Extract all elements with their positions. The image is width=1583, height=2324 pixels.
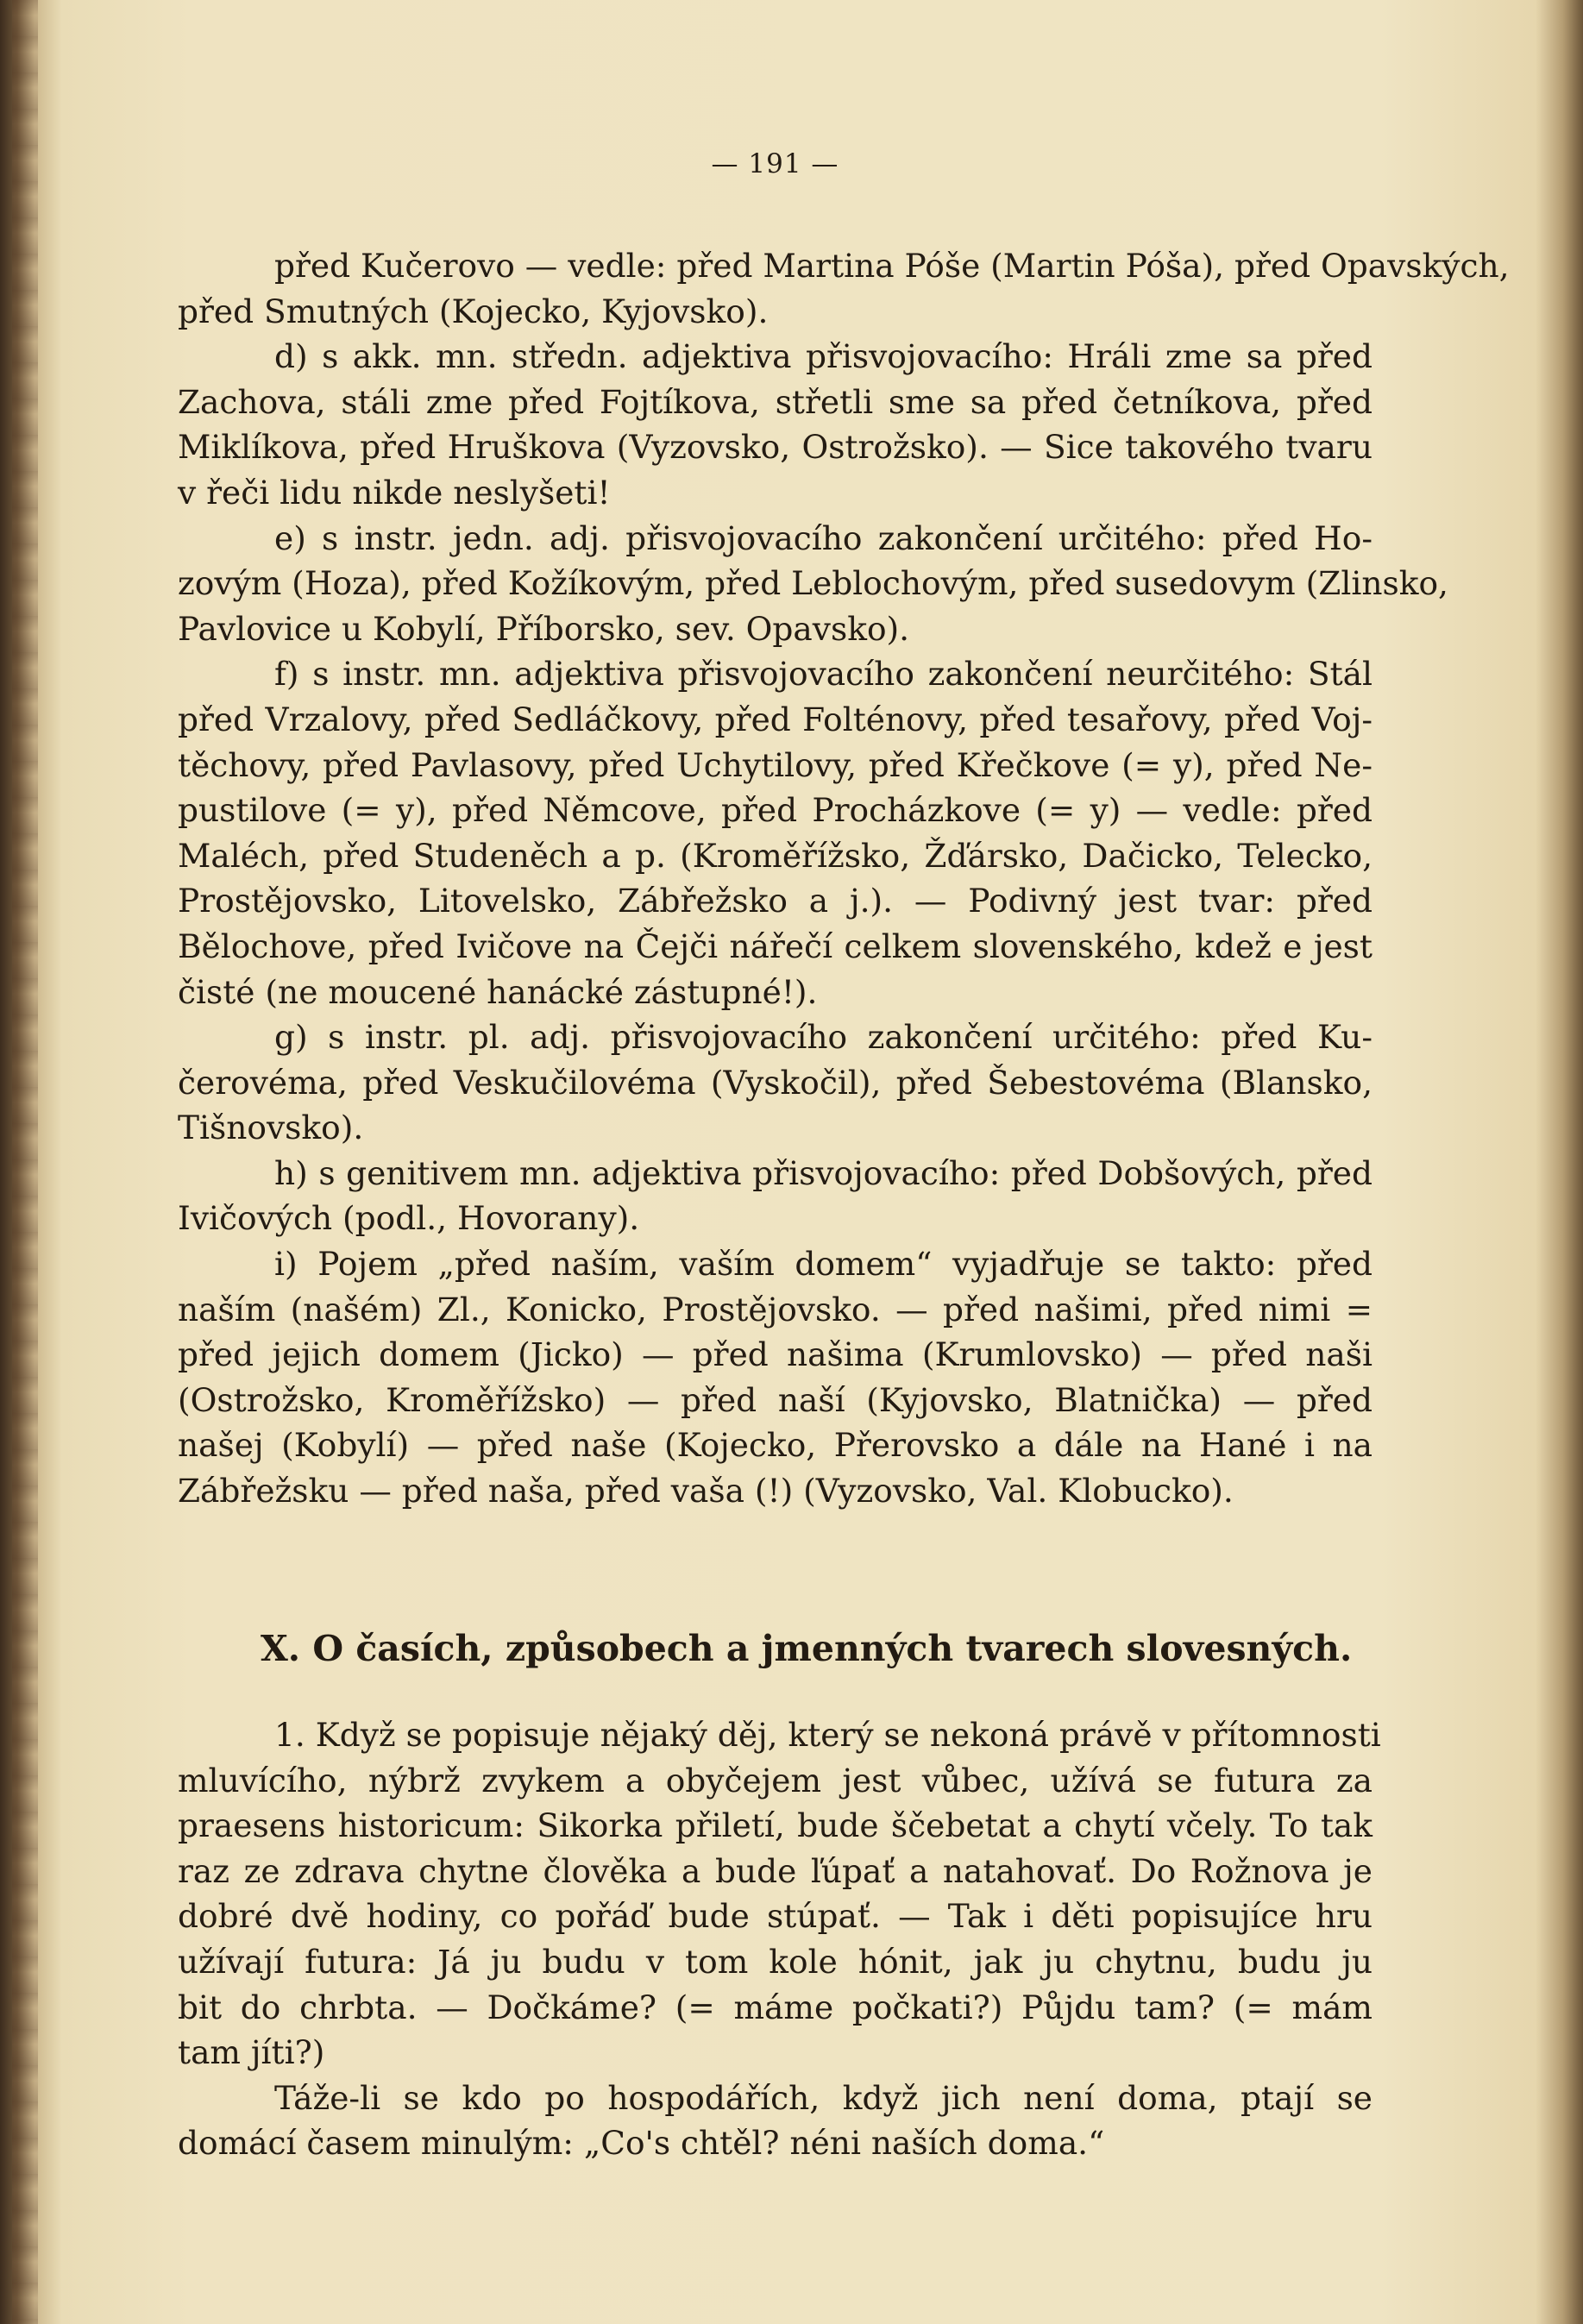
text-line: zovým (Hoza), před Kožíkovým, před Leblochovým, před susedovym (Zlinsko, (178, 564, 1448, 603)
text-line: praesens historicum: Sikorka přiletí, bude ščebetat a chytí včely. To tak (178, 1806, 1373, 1845)
paragraph (178, 516, 1448, 652)
text-line: Miklíkova, před Hruškova (Vyzovsko, Ostrožsko). — Sice takového tvaru (178, 428, 1373, 467)
section-heading: X. O časích, způsobech a jmenných tvarech slovesných. (261, 1628, 1353, 1669)
page-number: — 191 — (711, 148, 839, 179)
text-line: těchovy, před Pavlasovy, před Uchytilovy, před Křečkove (= y), před Ne- (178, 745, 1373, 784)
paragraph (178, 1241, 1373, 1514)
text-line: pustilove (= y), před Němcove, před Procházkove (= y) — vedle: před (178, 791, 1373, 830)
text-line: dobré dvě hodiny, co pořáď bude stúpať. — Tak i děti popisujíce hru (178, 1897, 1373, 1936)
text-line: d) s akk. mn. středn. adjektiva přisvojovacího: Hráli zme sa před (274, 337, 1373, 376)
paragraph (178, 1712, 1381, 2076)
text-line: našej (Kobylí) — před naše (Kojecko, Přerovsko a dále na Hané i na (178, 1426, 1373, 1465)
paragraph (178, 1151, 1373, 1241)
text-line: h) s genitivem mn. adjektiva přisvojovacího: před Dobšových, před (274, 1153, 1373, 1192)
text-line: (Ostrožsko, Kroměřížsko) — před naší (Kyjovsko, Blatnička) — před (178, 1380, 1373, 1419)
text-line: tam jíti?) (178, 2033, 325, 2072)
page-content (178, 0, 1510, 2324)
body-text-bottom (178, 1712, 1381, 2166)
paragraph (178, 334, 1373, 515)
text-line: před Vrzalovy, před Sedláčkovy, před Folténovy, před tesařovy, před Voj- (178, 700, 1373, 738)
text-line: mluvícího, nýbrž zvykem a obyčejem jest vůbec, užívá se futura za (178, 1761, 1373, 1800)
text-line: před Kučerovo — vedle: před Martina Póše (Martin Póša), před Opavských, (274, 247, 1510, 285)
text-line: v řeči lidu nikde neslyšeti! (178, 473, 611, 512)
text-line: Zachova, stáli zme před Fojtíkova, střetli sme sa před četníkova, před (178, 382, 1373, 421)
paragraph (178, 243, 1510, 334)
text-line: před Smutných (Kojecko, Kyjovsko). (178, 292, 769, 330)
book-spine-shadow (12, 0, 38, 2324)
text-line: Bělochove, před Ivičove na Čejči nářečí celkem slovenského, kdež e jest (178, 926, 1373, 965)
paragraph (178, 651, 1373, 1014)
text-line: Táže-li se kdo po hospodářích, když jich není doma, ptají se (274, 2078, 1373, 2117)
text-line: raz ze zdrava chytne člověka a bude ľúpať a natahovať. Do Rožnova je (178, 1851, 1373, 1890)
text-line: Maléch, před Studeněch a p. (Kroměřížsko, Žďársko, Dačicko, Telecko, (178, 836, 1373, 875)
text-line: před jejich domem (Jicko) — před našima (Krumlovsko) — před naši (178, 1335, 1373, 1374)
text-line: g) s instr. pl. adj. přisvojovacího zakončení určitého: před Ku- (274, 1018, 1373, 1057)
text-line: 1. Když se popisuje nějaký děj, který se nekoná právě v přítomnosti (274, 1716, 1381, 1754)
body-text-top (178, 243, 1510, 1514)
text-line: domácí časem minulým: „Co's chtěl? néni naších doma.“ (178, 2124, 1105, 2163)
text-line: e) s instr. jedn. adj. přisvojovacího zakončení určitého: před Ho- (274, 518, 1373, 557)
text-line: Prostějovsko, Litovelsko, Zábřežsko a j.). — Podivný jest tvar: před (178, 882, 1373, 920)
text-line: i) Pojem „před naším, vaším domem“ vyjadřuje se takto: před (274, 1245, 1373, 1284)
text-line: užívají futura: Já ju budu v tom kole hónit, jak ju chytnu, budu ju (178, 1942, 1373, 1981)
text-line: bit do chrbta. — Dočkáme? (= máme počkati?) Půjdu tam? (= mám (178, 1988, 1373, 2026)
text-line: Ivičových (podl., Hovorany). (178, 1199, 640, 1238)
text-line: naším (našém) Zl., Konicko, Prostějovsko. — před našimi, před nimi = (178, 1290, 1373, 1328)
text-line: Zábřežsku — před naša, před vaša (!) (Vyzovsko, Val. Klobucko). (178, 1472, 1234, 1511)
text-line: čerovéma, před Veskučilovéma (Vyskočil), před Šebestovéma (Blansko, (178, 1063, 1373, 1102)
text-line: Pavlovice u Kobylí, Příborsko, sev. Opavsko). (178, 609, 910, 648)
text-line: f) s instr. mn. adjektiva přisvojovacího zakončení neurčitého: Stál (274, 655, 1373, 694)
paragraph (178, 1014, 1373, 1151)
text-line: Tišnovsko). (178, 1109, 364, 1147)
text-line: čisté (ne moucené hanácké zástupné!). (178, 972, 818, 1011)
paragraph (178, 2076, 1373, 2166)
